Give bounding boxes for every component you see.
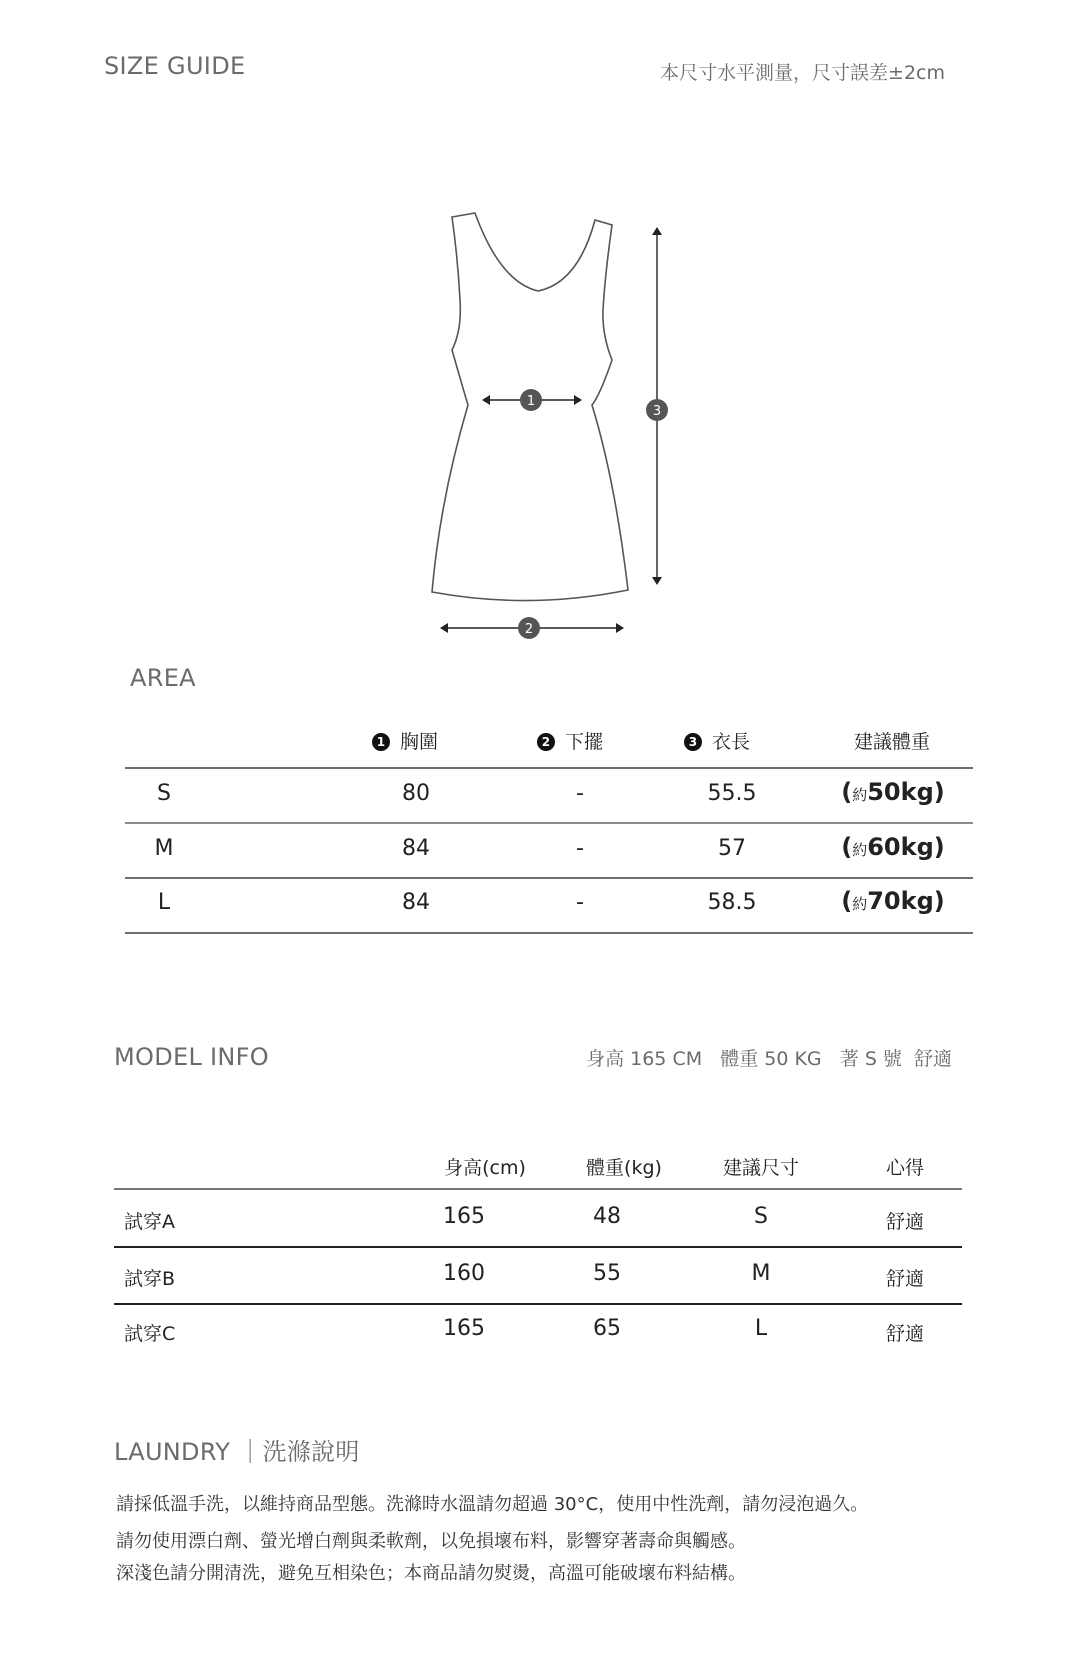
badge-3-icon: 3	[684, 733, 702, 751]
model-a-height: 165	[443, 1204, 485, 1229]
model-a-feedback: 舒適	[885, 1211, 925, 1233]
divider	[114, 1246, 962, 1248]
size-l: L	[157, 890, 171, 915]
col-header-chest: 1 胸圍	[372, 727, 438, 754]
badge-2-icon: 2	[537, 733, 555, 751]
divider	[125, 877, 973, 879]
chest-arrow-icon	[482, 389, 582, 411]
length-l: 58.5	[707, 890, 757, 915]
divider	[125, 932, 973, 934]
weight-l: (約70kg)	[841, 887, 945, 915]
badge-1-icon: 1	[372, 733, 390, 751]
model-summary: 身高 165 CM 體重 50 KG 著 S 號 舒適	[586, 1048, 952, 1070]
col-header-weight: 建議體重	[853, 731, 931, 753]
svg-text:2: 2	[524, 622, 534, 637]
divider	[114, 1188, 962, 1190]
hem-arrow-icon	[440, 617, 624, 639]
svg-text:3: 3	[652, 404, 662, 419]
model-b-feedback: 舒適	[885, 1268, 925, 1290]
size-guide-title: SIZE GUIDE	[104, 52, 246, 80]
chest-l: 84	[402, 890, 430, 915]
col-header-length: 3 衣長	[684, 727, 750, 754]
hem-l: -	[576, 890, 584, 915]
laundry-title: LAUNDRY ｜洗滌說明	[114, 1438, 360, 1466]
area-title: AREA	[130, 664, 196, 692]
weight-m: (約60kg)	[841, 833, 945, 861]
model-c-weight: 65	[593, 1316, 621, 1341]
length-s: 55.5	[707, 781, 757, 806]
divider	[125, 767, 973, 769]
size-m: M	[154, 836, 174, 861]
measurement-note: 本尺寸水平測量，尺寸誤差±2cm	[660, 62, 945, 84]
weight-s: (約50kg)	[841, 778, 945, 806]
model-b-size: M	[751, 1261, 771, 1286]
col-header-feedback: 心得	[885, 1157, 925, 1179]
col-header-hem: 2 下擺	[537, 727, 603, 754]
model-a-weight: 48	[593, 1204, 621, 1229]
col-header-size: 建議尺寸	[722, 1157, 800, 1179]
laundry-line: 深淺色請分開清洗，避免互相染色；本商品請勿熨燙，高溫可能破壞布料結構。	[116, 1563, 746, 1584]
svg-text:1: 1	[526, 394, 536, 409]
hem-s: -	[576, 781, 584, 806]
col-header-height: 身高(cm)	[444, 1157, 526, 1179]
hem-m: -	[576, 836, 584, 861]
laundry-line: 請採低溫手洗，以維持商品型態。洗滌時水溫請勿超過 30°C，使用中性洗劑，請勿浸泡過久。	[116, 1494, 869, 1515]
model-b-height: 160	[443, 1261, 485, 1286]
laundry-line: 請勿使用漂白劑、螢光增白劑與柔軟劑，以免損壞布料，影響穿著壽命與觸感。	[116, 1531, 746, 1552]
model-c-size: L	[754, 1316, 768, 1341]
model-info-title: MODEL INFO	[114, 1043, 269, 1071]
model-b-weight: 55	[593, 1261, 621, 1286]
divider	[114, 1303, 962, 1305]
model-b-name: 試穿B	[124, 1268, 176, 1290]
model-c-height: 165	[443, 1316, 485, 1341]
divider	[125, 822, 973, 824]
length-arrow-icon	[646, 227, 668, 585]
chest-s: 80	[402, 781, 430, 806]
size-s: S	[157, 781, 171, 806]
model-a-size: S	[754, 1204, 768, 1229]
model-c-name: 試穿C	[124, 1323, 176, 1345]
chest-m: 84	[402, 836, 430, 861]
dress-diagram	[0, 0, 1080, 700]
col-header-weight-kg: 體重(kg)	[586, 1157, 662, 1179]
model-a-name: 試穿A	[124, 1211, 175, 1233]
model-c-feedback: 舒適	[885, 1323, 925, 1345]
length-m: 57	[718, 836, 746, 861]
